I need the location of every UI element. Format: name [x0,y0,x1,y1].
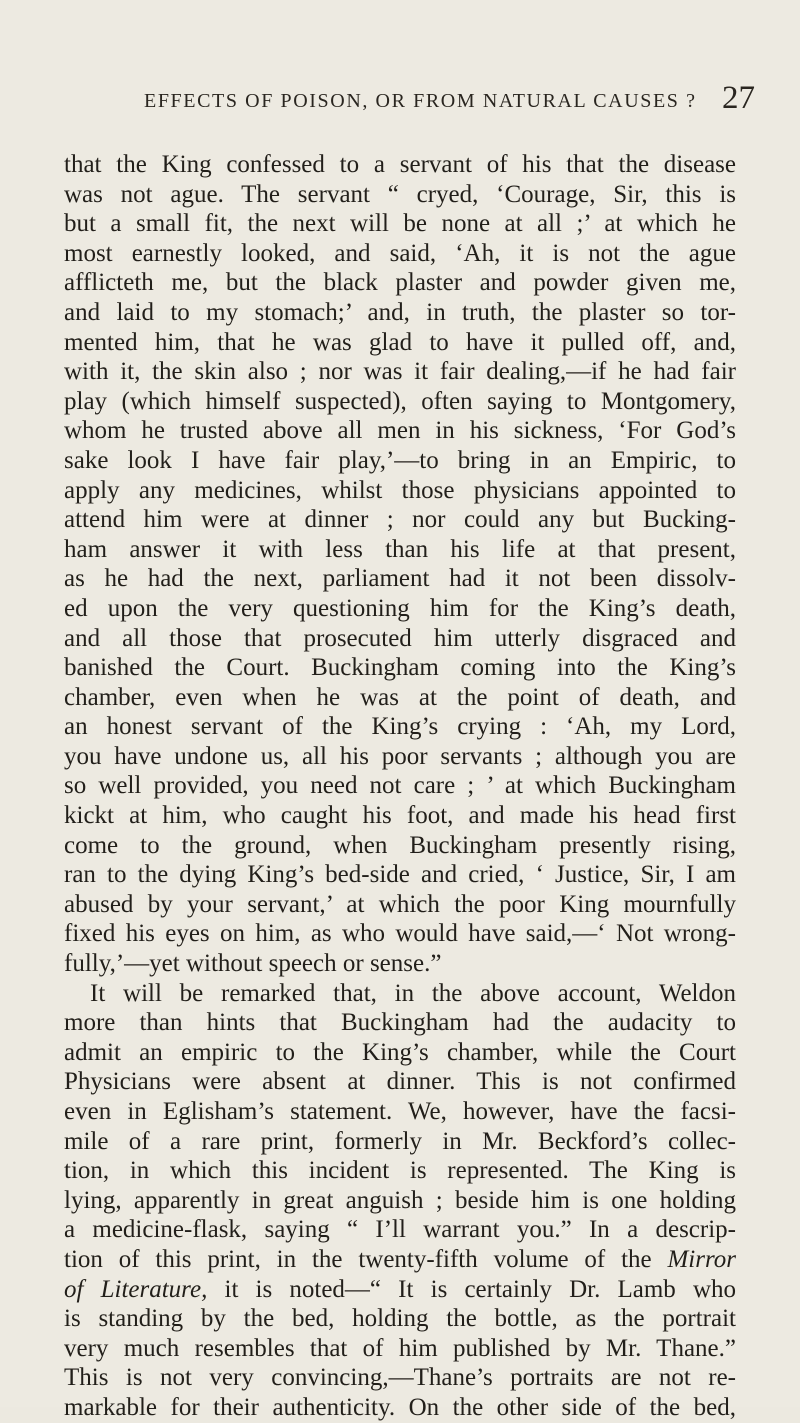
text-line: with it, the skin also ; nor was it fair dealing,—if he had fair [64,358,736,386]
text-line: play (which himself suspected), often saying to Montgomery, [64,387,736,415]
text-line: ham answer it with less than his life at that present, [64,535,736,563]
text-line: a medicine-flask, saying “ I’ll warrant you.” In a descrip- [64,1216,736,1244]
text-line: was not ague. The servant “ cryed, ‘Courage, Sir, this is [64,180,736,208]
text-line: mile of a rare print, formerly in Mr. Beckford’s collec- [64,1127,736,1155]
body-text [64,150,736,1423]
text-line: you have undone us, all his poor servants ; although you are [64,742,736,770]
page-number: 27 [722,80,755,116]
text-line: This is not very convincing,—Thane’s portraits are not re- [64,1364,736,1392]
text-line: as he had the next, parliament had it not been dissolv- [64,565,736,593]
page-header [0,82,800,122]
text-line: tion, in which this incident is represented. The King is [64,1157,736,1185]
text-line: kickt at him, who caught his foot, and made his head first [64,802,736,830]
text-line: whom he trusted above all men in his sickness, ‘For God’s [64,417,736,445]
italic-title: Mirror [667,1245,736,1273]
text-line: apply any medicines, whilst those physicians appointed to [64,476,736,504]
text-line: abused by your servant,’ at which the poor King mournfully [64,890,736,918]
text-line: markable for their authenticity. On the other side of the bed, [64,1393,736,1421]
text-line: attend him were at dinner ; nor could any but Bucking- [64,506,736,534]
italic-title: of Literature, [64,1275,208,1303]
text-line: sake look I have fair play,’—to bring in an Empiric, to [64,446,736,474]
text-line: fully,’—yet without speech or sense.” [64,950,442,978]
text-run: tion of this print, in the twenty-fifth volume of the [64,1245,652,1273]
text-line: afflicteth me, but the black plaster and powder given me, [64,269,736,297]
text-line: is standing by the bed, holding the bottle, as the portrait [64,1305,736,1333]
text-line: but a small fit, the next will be none at all ;’ at which he [64,210,736,238]
text-line: that the King confessed to a servant of his that the disease [64,151,736,178]
text-line-with-italic [64,1275,736,1305]
text-line: more than hints that Buckingham had the audacity to [64,1009,736,1037]
text-line: mented him, that he was glad to have it pulled off, and, [64,328,736,356]
text-line: so well provided, you need not care ; ’ at which Buckingham [64,772,736,800]
text-line: most earnestly looked, and said, ‘Ah, it is not the ague [64,239,736,267]
running-head: EFFECTS OF POISON, OR FROM NATURAL CAUSES ? [144,90,697,112]
text-line: and laid to my stomach;’ and, in truth, the plaster so tor- [64,298,736,326]
text-line: come to the ground, when Buckingham presently rising, [64,831,736,859]
text-line: fixed his eyes on him, as who would have said,—‘ Not wrong- [64,920,736,948]
text-line: ran to the dying King’s bed-side and cried, ‘ Justice, Sir, I am [64,861,736,889]
text-line: even in Eglisham’s statement. We, however, have the facsi- [64,1098,736,1125]
text-line: chamber, even when he was at the point of death, and [64,683,736,711]
text-line: and all those that prosecuted him utterly disgraced and [64,624,736,652]
text-line: an honest servant of the King’s crying : ‘Ah, my Lord, [64,713,736,741]
text-line: lying, apparently in great anguish ; beside him is one holding [64,1186,736,1214]
text-line: admit an empiric to the King’s chamber, while the Court [64,1038,736,1066]
text-line-with-italic [64,1245,736,1275]
text-run: it is noted—“ It is certainly Dr. Lamb who [224,1275,737,1303]
text-line: Physicians were absent at dinner. This is not confirmed [64,1068,736,1096]
text-line: ed upon the very questioning him for the King’s death, [64,594,736,622]
text-line: banished the Court. Buckingham coming into the King’s [64,654,736,682]
paragraph-start-line: It will be remarked that, in the above account, Weldon [90,979,736,1007]
text-line: very much resembles that of him published by Mr. Thane.” [64,1334,736,1362]
